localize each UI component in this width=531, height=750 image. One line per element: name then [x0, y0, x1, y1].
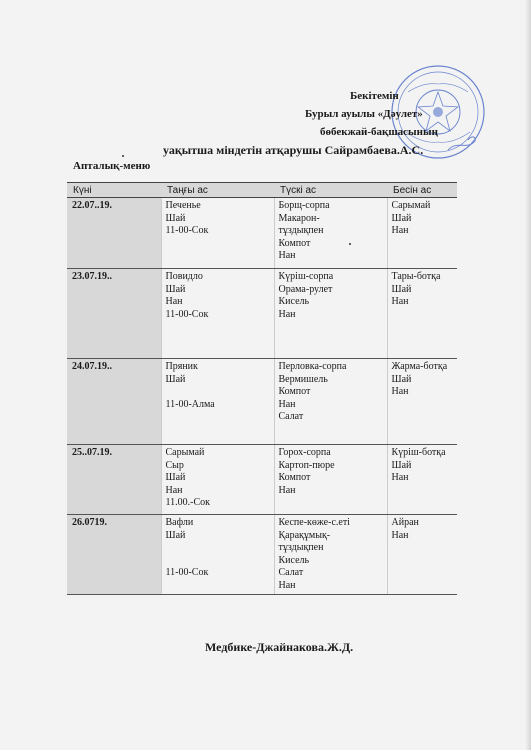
date-cell: 25..07.19.: [67, 445, 161, 515]
table-row: [67, 198, 457, 269]
snack-cell: [387, 269, 457, 359]
menu-item: Жарма-ботқа: [391, 361, 448, 372]
menu-table-body: [67, 198, 457, 595]
menu-item: Шай: [391, 373, 412, 385]
snack-cell: [387, 198, 457, 269]
menu-item: Вафли: [165, 517, 194, 528]
menu-item: Картоп-пюре: [278, 459, 335, 471]
date-cell: 24.07.19..: [67, 359, 161, 445]
menu-item: Нан: [278, 250, 296, 261]
menu-item: Күріш-ботқа: [391, 447, 446, 458]
menu-item: Салат: [278, 567, 304, 578]
approval-line: Бекітемін: [350, 90, 399, 102]
menu-item: Макарон-: [278, 212, 320, 224]
village-institution-line: Бурыл ауылы «Дәулет»: [305, 108, 423, 120]
menu-item: Шай: [165, 212, 186, 224]
breakfast-cell: [161, 445, 274, 515]
menu-item: 11-00-Сок: [165, 567, 209, 578]
lunch-cell: [274, 445, 387, 515]
menu-item: Горох-сорпа: [278, 447, 331, 458]
menu-title: Апталық-меню: [73, 160, 151, 172]
menu-item: тұздықпен: [278, 542, 324, 553]
snack-cell: [387, 515, 457, 595]
menu-item: Сыр: [165, 459, 184, 471]
menu-item: Нан: [165, 484, 183, 496]
table-row: [67, 515, 457, 595]
lunch-cell: [274, 359, 387, 445]
menu-item: Сарымай: [165, 447, 205, 458]
table-header-row: [67, 183, 457, 198]
date-cell: 26.0719.: [67, 515, 161, 595]
menu-item: 11-00-Сок: [165, 225, 209, 236]
menu-item: Нан: [391, 472, 409, 483]
breakfast-cell: [161, 359, 274, 445]
blank-line: [166, 542, 270, 555]
table-row: [67, 359, 457, 445]
menu-item: Компот: [278, 472, 311, 483]
menu-item: Перловка-сорпа: [278, 361, 347, 372]
table-row: [67, 269, 457, 359]
menu-item: Тары-ботқа: [391, 271, 441, 282]
scan-edge-shadow: [525, 0, 531, 750]
breakfast-cell: [161, 198, 274, 269]
column-header-date: Күні: [67, 183, 161, 198]
date-cell: 23.07.19..: [67, 269, 161, 359]
menu-item: Нан: [391, 529, 409, 541]
menu-item: Повидло: [165, 271, 203, 282]
column-header-lunch: Түскі ас: [274, 183, 387, 198]
menu-item: Нан: [278, 308, 296, 320]
scan-speck: [122, 155, 124, 157]
date-cell: 22.07..19.: [67, 198, 161, 269]
menu-item: Шай: [165, 373, 186, 385]
menu-item: Компот: [278, 386, 311, 397]
menu-item: Шай: [391, 459, 412, 471]
lunch-cell: [274, 515, 387, 595]
table-row: [67, 445, 457, 515]
column-header-breakfast: Таңғы ас: [161, 183, 274, 198]
menu-item: Сарымай: [391, 200, 431, 211]
menu-item: Нан: [278, 579, 296, 591]
lunch-cell: [274, 269, 387, 359]
breakfast-cell: [161, 515, 274, 595]
menu-item: Шай: [165, 283, 186, 295]
blank-line: [166, 386, 270, 399]
menu-item: Айран: [391, 517, 419, 528]
menu-item: Шай: [165, 529, 186, 541]
menu-item: Салат: [278, 411, 304, 422]
menu-item: Күріш-сорпа: [278, 271, 334, 282]
snack-cell: [387, 445, 457, 515]
kindergarten-line: бөбекжай-бақшасының: [320, 126, 438, 138]
menu-item: Кисель: [278, 296, 310, 307]
menu-item: Печенье: [165, 200, 201, 211]
menu-item: Орама-рулет: [278, 283, 333, 295]
snack-cell: [387, 359, 457, 445]
menu-item: тұздықпен: [278, 225, 324, 236]
menu-item: Кисель: [278, 554, 310, 566]
column-header-snack: Бесін ас: [387, 183, 457, 198]
menu-item: Нан: [391, 296, 409, 307]
menu-item: Нан: [391, 225, 409, 236]
menu-item: Нан: [391, 386, 409, 397]
menu-item: 11.00.-Сок: [165, 497, 210, 508]
menu-item: Шай: [391, 283, 412, 295]
menu-item: Қарақұмық-: [278, 529, 331, 541]
lunch-cell: [274, 198, 387, 269]
nurse-signature: Медбике-Джайнакова.Ж.Д.: [205, 640, 354, 654]
menu-item: Нан: [278, 484, 296, 496]
acting-head-line: уақытша міндетін атқарушы Сайрамбаева.А.С.: [163, 143, 424, 157]
menu-item: Шай: [391, 212, 412, 224]
menu-item: 11-00-Сок: [165, 308, 209, 320]
menu-item: Пряник: [165, 361, 198, 372]
menu-item: 11-00-Алма: [165, 398, 215, 410]
blank-line: [166, 555, 270, 568]
menu-item: Шай: [165, 472, 186, 483]
menu-item: Нан: [278, 398, 296, 410]
menu-item: Вермишель: [278, 373, 328, 385]
breakfast-cell: [161, 269, 274, 359]
menu-item: Компот: [278, 237, 311, 249]
weekly-menu-table: [67, 182, 457, 595]
menu-item: Нан: [165, 296, 183, 307]
menu-item: Борщ-сорпа: [278, 200, 330, 211]
menu-item: Кеспе-көже-с.еті: [278, 517, 350, 528]
